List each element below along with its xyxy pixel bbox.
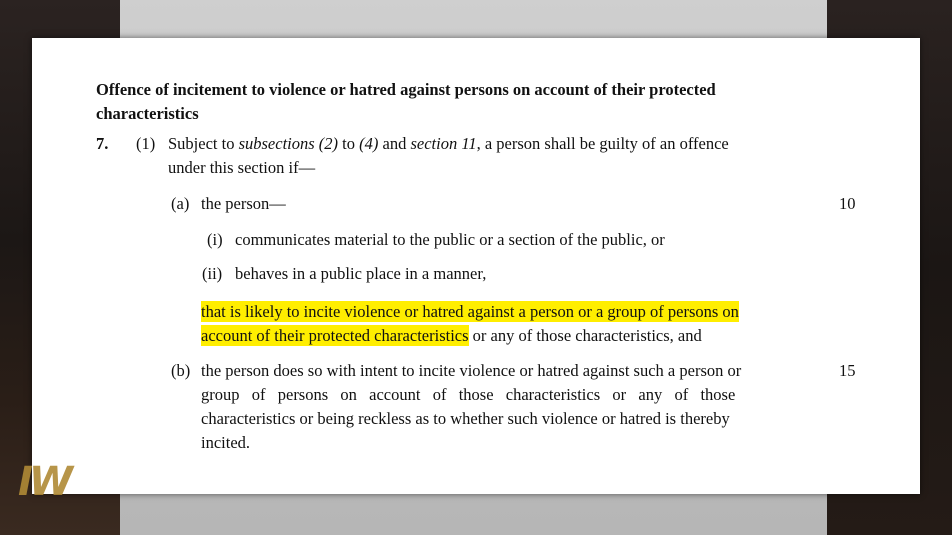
- section-number: 7.: [96, 134, 109, 153]
- section-heading-line1: Offence of incitement to violence or hatred against persons on account of their protected: [96, 80, 716, 99]
- paragraph-b-line1: the person does so with intent to incite violence or hatred against such a person or: [201, 361, 742, 380]
- document-page: [32, 38, 920, 494]
- item-ii-label: (ii): [202, 264, 223, 283]
- text-run-italic: (4): [359, 134, 379, 153]
- subsection-1-line2: under this section if—: [168, 158, 316, 177]
- paragraph-b-line4: incited.: [201, 433, 251, 452]
- text-run: and: [378, 134, 411, 153]
- text-run-italic: section 11: [410, 134, 477, 153]
- paragraph-b-label: (b): [171, 361, 191, 380]
- line-number-15: 15: [839, 361, 856, 380]
- highlighted-line1: [201, 302, 739, 322]
- watermark-logo: IW: [18, 459, 70, 505]
- paragraph-b-line3: characteristics or being reckless as to whether such violence or hatred is thereby: [201, 409, 730, 428]
- item-ii-text: behaves in a public place in a manner,: [235, 264, 487, 283]
- item-i-text: communicates material to the public or a section of the public, or: [235, 230, 665, 249]
- text-run-italic: subsections (2): [238, 134, 339, 153]
- highlight-mark: that is likely to incite violence or hatred against a person or a group of persons on: [201, 302, 739, 321]
- paragraph-a-label: (a): [171, 194, 190, 213]
- section-heading-line2: characteristics: [96, 104, 199, 123]
- text-run: to: [338, 134, 360, 153]
- highlight-mark: account of their protected characteristics: [201, 326, 469, 345]
- paragraph-b-line2: group of persons on account of those characteristics or any of those: [201, 385, 736, 404]
- subsection-1-line1: [168, 134, 729, 154]
- subsection-1-label: (1): [136, 134, 156, 153]
- line-number-10: 10: [839, 194, 856, 213]
- text-run: or any of those characteristics, and: [468, 326, 702, 345]
- text-run: , a person shall be guilty of an offence: [476, 134, 729, 153]
- text-run: Subject to: [168, 134, 239, 153]
- highlighted-line2: [201, 326, 702, 346]
- paragraph-a-text: the person—: [201, 194, 286, 213]
- item-i-label: (i): [207, 230, 223, 249]
